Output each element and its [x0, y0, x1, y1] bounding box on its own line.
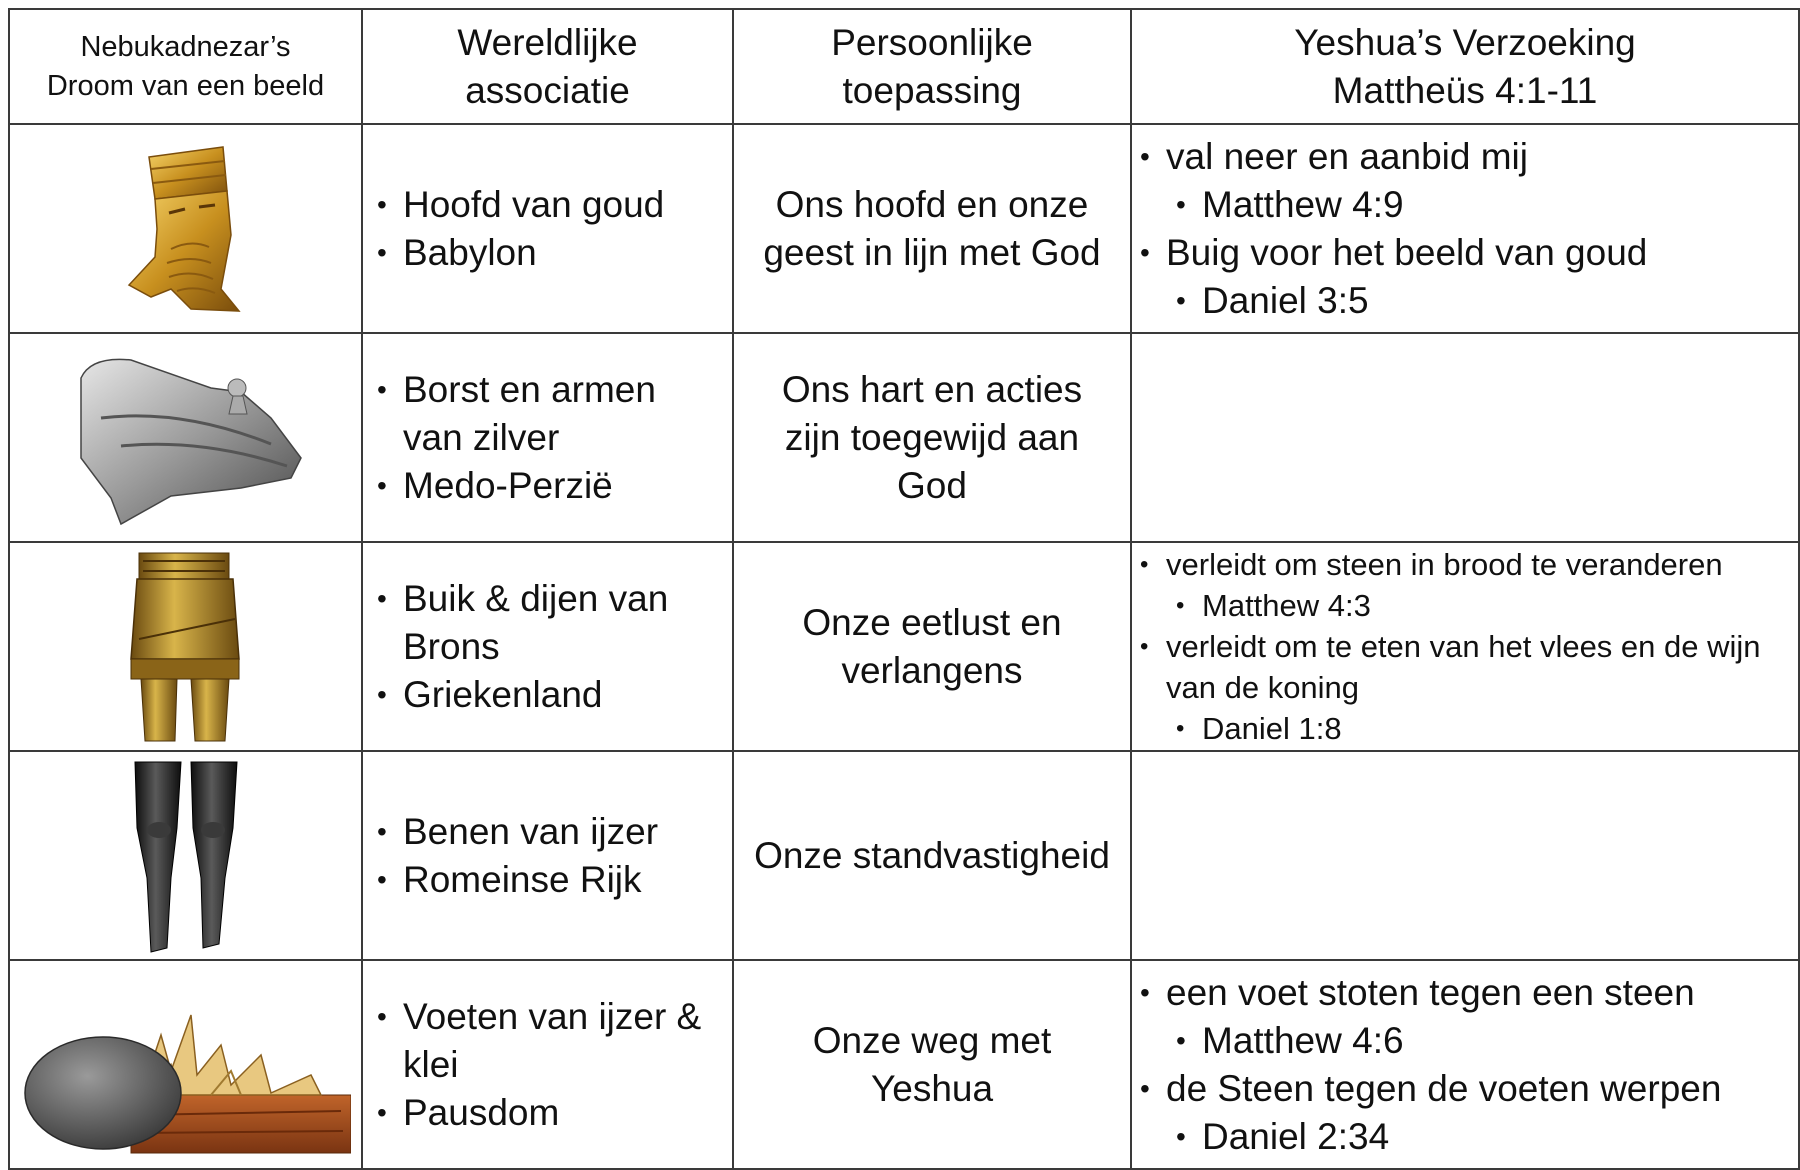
association-list [363, 993, 732, 1137]
list-item: • Pausdom [377, 1089, 722, 1137]
silver-chest-arms-image [61, 348, 311, 528]
header-row [9, 9, 1799, 124]
application-line: Ons hart en acties [781, 368, 1083, 410]
list-item: • Benen van ijzer [377, 808, 722, 856]
header-application-line1: Persoonlijke [831, 21, 1033, 63]
image-cell [9, 960, 362, 1169]
list-item: • Daniel 3:5 [1176, 277, 1790, 325]
list-item [377, 575, 722, 671]
application-line: verlangens [841, 649, 1023, 691]
table-row [9, 124, 1799, 333]
association-list [363, 575, 732, 719]
list-item: • verleidt om steen in brood te veranderen [1140, 544, 1790, 585]
list-item: • verleidt om te eten van het vlees en de wijn van de koning [1140, 626, 1790, 708]
header-temptation-line2: Mattheüs 4:1-11 [1332, 69, 1598, 111]
application-cell [733, 542, 1131, 751]
list-item: • Griekenland [377, 671, 722, 719]
list-item: • Matthew 4:6 [1176, 1017, 1790, 1065]
list-item: • Buig voor het beeld van goud [1140, 229, 1790, 277]
application-line: zijn toegewijd aan [784, 416, 1080, 458]
list-item: • Voeten van ijzer & klei [377, 993, 722, 1089]
list-item: • Hoofd van goud [377, 181, 722, 229]
image-cell [9, 124, 362, 333]
list-item: • de Steen tegen de voeten werpen [1140, 1065, 1790, 1113]
list-item-line: van zilver [403, 416, 560, 458]
statue-comparison-table [8, 8, 1800, 1170]
application-line: Ons hoofd en onze [775, 183, 1089, 225]
image-cell [9, 333, 362, 542]
application-line: geest in lijn met God [763, 231, 1101, 273]
temptation-cell [1131, 960, 1799, 1169]
application-line: Onze standvastigheid [754, 834, 1110, 876]
header-application [733, 9, 1131, 124]
bronze-belly-thighs-image [121, 549, 251, 745]
association-list [363, 808, 732, 904]
association-cell [362, 124, 733, 333]
header-temptation [1131, 9, 1799, 124]
header-temptation-line1: Yeshua’s Verzoeking [1294, 21, 1636, 63]
list-item: • Matthew 4:9 [1176, 181, 1790, 229]
application-line: Yeshua [870, 1067, 994, 1109]
application-cell [733, 124, 1131, 333]
stone-and-feet-image [21, 975, 351, 1155]
list-item-line: Buik & dijen van [403, 577, 669, 619]
header-dream-line1: Nebukadnezar’s [80, 30, 291, 63]
table-row [9, 542, 1799, 751]
temptation-cell [1131, 542, 1799, 751]
image-cell [9, 542, 362, 751]
list-item: • een voet stoten tegen een steen [1140, 969, 1790, 1017]
association-list [363, 181, 732, 277]
application-cell [733, 333, 1131, 542]
list-item: • Daniel 1:8 [1176, 708, 1790, 749]
golden-head-image [111, 139, 261, 319]
temptation-cell-empty [1131, 751, 1799, 960]
association-cell [362, 542, 733, 751]
list-item: • Daniel 2:34 [1176, 1113, 1790, 1161]
table-row [9, 751, 1799, 960]
temptation-list [1132, 544, 1798, 749]
list-item: • Romeinse Rijk [377, 856, 722, 904]
header-application-line2: toepassing [842, 69, 1022, 111]
temptation-cell-empty [1131, 333, 1799, 542]
list-item: • Medo-Perzië [377, 462, 722, 510]
application-line: Onze weg met [812, 1019, 1052, 1061]
association-cell [362, 751, 733, 960]
association-cell [362, 333, 733, 542]
table-row [9, 960, 1799, 1169]
application-line: Onze eetlust en [802, 601, 1062, 643]
list-item-line: Brons [403, 625, 500, 667]
header-association-line2: associatie [465, 69, 630, 111]
association-cell [362, 960, 733, 1169]
temptation-list [1132, 969, 1798, 1161]
application-cell [733, 960, 1131, 1169]
header-association [362, 9, 733, 124]
header-association-line1: Wereldlijke [457, 21, 638, 63]
application-line: God [897, 464, 967, 506]
list-item [377, 366, 722, 462]
temptation-list [1132, 133, 1798, 325]
header-dream-line2: Droom van een beeld [46, 69, 325, 102]
temptation-cell [1131, 124, 1799, 333]
association-list [363, 366, 732, 510]
list-item-line: Borst en armen [403, 368, 656, 410]
iron-legs-image [121, 758, 251, 954]
list-item: • val neer en aanbid mij [1140, 133, 1790, 181]
list-item: • Matthew 4:3 [1176, 585, 1790, 626]
application-cell [733, 751, 1131, 960]
table-row [9, 333, 1799, 542]
image-cell [9, 751, 362, 960]
header-dream [9, 9, 362, 124]
list-item: • Babylon [377, 229, 722, 277]
